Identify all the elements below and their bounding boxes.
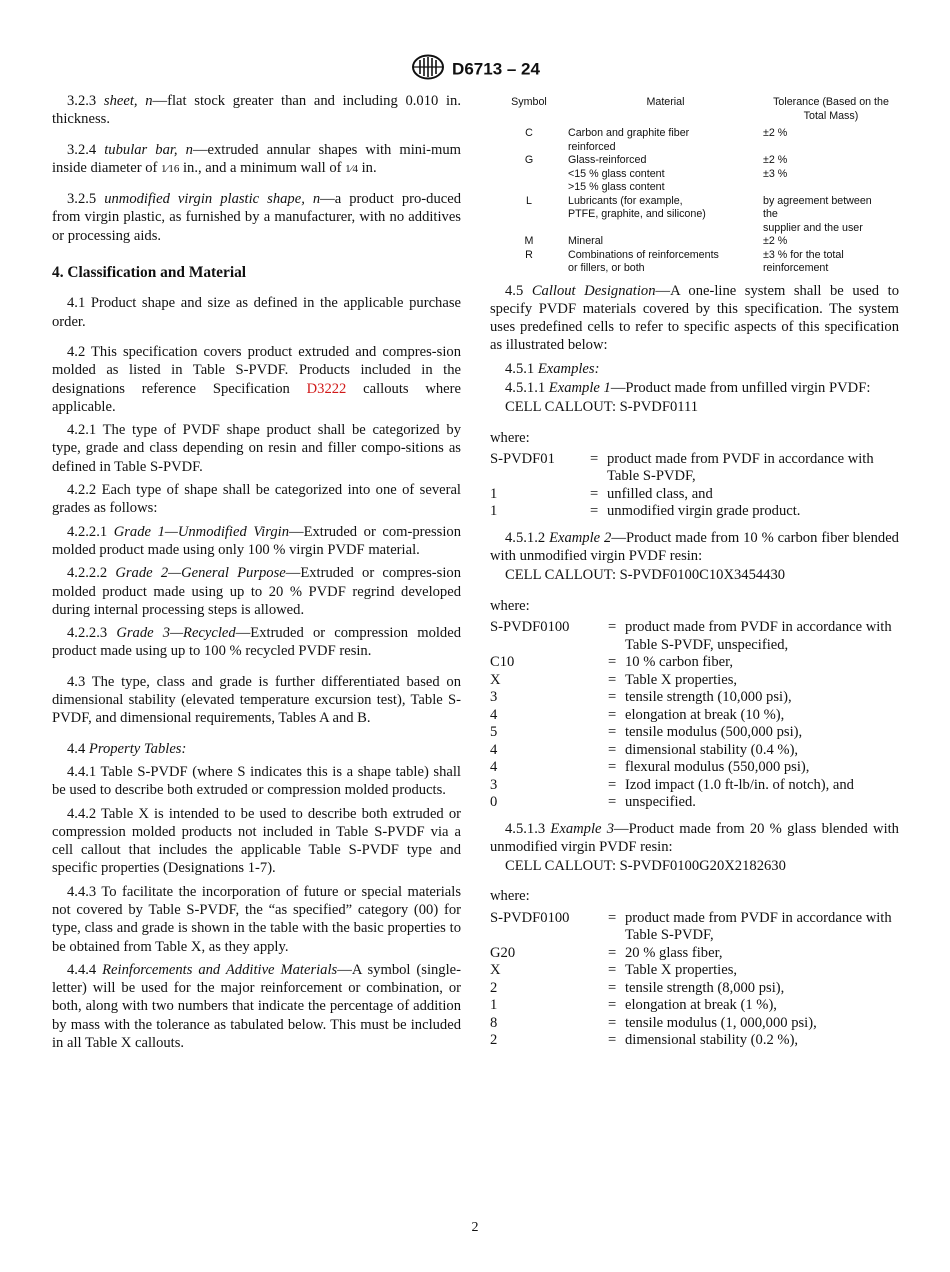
paragraph-4-4-4: 4.4.4 Reinforcements and Additive Materials—A symbol (single-letter) will be used for the major reinforcement or combination, or both, along with two numbers that indicate the percentage of addition by mass with the tolerance as tabulated below. This must be included in all Table X callouts. (52, 961, 461, 1052)
table-header-material: Material (646, 96, 685, 108)
definition-value: dimensional stability (0.2 %), (625, 1032, 799, 1049)
definition-value: Table X properties, (625, 671, 738, 688)
table-cell-tolerance-line: the (763, 208, 778, 220)
table-row (490, 249, 899, 276)
table-cell-tolerance (763, 249, 899, 276)
definition-equals: = (608, 979, 617, 996)
definition-value: tensile strength (10,000 psi), (625, 689, 792, 706)
definition-equals: = (608, 944, 617, 961)
definition-equals: = (608, 619, 617, 636)
definition-value: product made from PVDF in accordance with Table S-PVDF, (607, 450, 874, 485)
table-cell-tolerance-line: ±2 % (763, 127, 788, 139)
table-cell-material (568, 235, 763, 249)
definition-key: 8 (490, 1014, 498, 1031)
definition-key: S-PVDF01 (490, 450, 555, 467)
definition-value: product made from PVDF in accordance with Table S-PVDF, unspecified, (625, 619, 892, 653)
example-2-where: where: (490, 597, 530, 614)
definition-key: X (490, 671, 501, 688)
table-cell-tolerance-line: ±2 % (763, 235, 788, 247)
definition-equals: = (608, 671, 617, 688)
definition-equals: = (608, 689, 617, 706)
definition-equals: = (608, 741, 617, 758)
example-3-intro: 4.5.1.3 Example 3—Product made from 20 % glass blended with unmodified virgin PVDF resin: (490, 820, 899, 855)
definition-value: dimensional stability (0.4 %), (625, 741, 799, 758)
definition-key: 4 (490, 741, 498, 758)
example-2-callout: CELL CALLOUT: S-PVDF0100C10X3454430 (505, 567, 786, 584)
definition-equals: = (608, 794, 617, 811)
definition-value: unspecified. (625, 794, 696, 811)
definition-key: S-PVDF0100 (490, 619, 570, 636)
definition-key: X (490, 962, 501, 979)
table-cell-symbol: R (525, 248, 533, 261)
table-cell-symbol: L (526, 194, 532, 207)
definition-row (490, 742, 899, 760)
table-cell-material (568, 195, 763, 236)
paragraph-4-4-3: 4.4.3 To facilitate the incorporation of future or special materials not covered by Table S-PVDF, the “as specified” category (00) for type, class and grade is shown in the table with the basic properties to be obtained from Table X, as they apply. (52, 883, 461, 955)
paragraph-3-2-4: 3.2.4 tubular bar, n—extruded annular shapes with mini-mum inside diameter of 1⁄16 in., and a minimum wall of 1⁄4 in. (52, 141, 462, 176)
definition-row (490, 1015, 899, 1033)
definition-equals: = (608, 997, 617, 1014)
example-1-intro: 4.5.1.1 Example 1—Product made from unfilled virgin PVDF: (505, 379, 871, 396)
table-cell-material-line: >15 % glass content (568, 181, 665, 193)
table-cell-tolerance-line: ±3 % (763, 167, 788, 180)
table-header-row (490, 96, 899, 127)
paragraph-4-2-2-2: 4.2.2.2 Grade 2—General Purpose—Extruded or compres-sion molded product made using up to 20 % PVDF regrind developed during internal processing steps is allowed. (52, 565, 461, 618)
definition-value: unfilled class, and (607, 485, 713, 502)
example-2-intro: 4.5.1.2 Example 2—Product made from 10 % carbon fiber blended with unmodified virgin PVDF resin: (490, 529, 899, 565)
table-cell-tolerance (763, 127, 899, 154)
d3222-link[interactable]: D3222 (306, 380, 347, 397)
definition-equals: = (608, 1032, 617, 1049)
paragraph-4-4-1: 4.4.1 Table S-PVDF (where S indicates this is a shape table) shall be used to describe both extruded or compression molded products. (52, 763, 461, 799)
table-cell-material (568, 127, 763, 154)
table-cell-symbol: C (525, 127, 533, 139)
definition-key: 1 (490, 997, 498, 1014)
definition-equals: = (608, 706, 617, 723)
definition-row (490, 980, 899, 998)
definition-equals: = (608, 759, 617, 776)
paragraph-4-2: 4.2 This specification covers product extruded and compres-sion molded as listed in Table S-PVDF. Products included in the designations reference Specification D3222 callouts where applicable. (52, 343, 461, 415)
example-3-where: where: (490, 888, 530, 905)
definition-value: product made from PVDF in accordance with Table S-PVDF, (625, 909, 892, 944)
paragraph-4-2-1: 4.2.1 The type of PVDF shape product shall be categorized by type, grade and class depending on resin and filler compo-sitions as defined in Table S-PVDF. (52, 422, 461, 475)
definition-key: 2 (490, 979, 498, 996)
definition-value: tensile modulus (500,000 psi), (625, 724, 803, 741)
table-row (490, 154, 899, 195)
page-number: 2 (471, 1220, 479, 1235)
definition-value: elongation at break (1 %), (625, 997, 777, 1014)
tolerance-table (490, 96, 899, 276)
definition-equals: = (590, 450, 599, 467)
definition-row (490, 910, 899, 945)
example-3-definitions (490, 910, 899, 1050)
table-cell-material-line: Lubricants (for example, (568, 194, 683, 207)
right-column (490, 96, 899, 1058)
definition-key: 3 (490, 689, 498, 706)
table-cell-tolerance-line: supplier and the user (763, 221, 863, 234)
definition-row (490, 794, 899, 812)
example-1-callout: CELL CALLOUT: S-PVDF0111 (505, 399, 699, 416)
table-cell-material (568, 154, 763, 195)
astm-logo-icon (410, 54, 446, 85)
paragraph-4-4: 4.4 Property Tables: (67, 740, 187, 757)
definition-value: 20 % glass fiber, (625, 944, 723, 961)
definition-row (490, 777, 899, 795)
paragraph-4-1: 4.1 Product shape and size as defined in the applicable purchase order. (52, 295, 461, 330)
definition-key: C10 (490, 654, 515, 671)
definition-equals: = (590, 485, 599, 502)
definition-value: tensile modulus (1, 000,000 psi), (625, 1014, 817, 1031)
left-column (52, 92, 461, 1057)
table-cell-material-line: <15 % glass content (568, 167, 665, 180)
paragraph-4-4-2: 4.4.2 Table X is intended to be used to describe both extruded or compression molded products not included in Table S-PVDF via a cell callout that includes the applicable Table S-PVDF type and specific properties (Designations 1-7). (52, 805, 461, 877)
definition-value: 10 % carbon fiber, (625, 654, 734, 671)
table-cell-tolerance-line: reinforcement (763, 262, 829, 274)
table-cell-tolerance-line: ±3 % for the total (763, 248, 844, 261)
section-4-heading: 4. Classification and Material (52, 264, 247, 282)
table-cell-tolerance (763, 195, 899, 236)
definition-key: 2 (490, 1032, 498, 1049)
table-header-symbol: Symbol (511, 96, 547, 108)
definition-key: 1 (490, 485, 498, 502)
definition-value: flexural modulus (550,000 psi), (625, 759, 810, 776)
definition-row (490, 945, 899, 963)
definition-value: tensile strength (8,000 psi), (625, 979, 785, 996)
table-cell-material-line: Combinations of reinforcements (568, 248, 719, 261)
paragraph-4-5: 4.5 Callout Designation—A one-line system shall be used to specify PVDF materials covered by this specification. The system uses predefined cells to refer to specific aspects of this specification as illustrated below: (490, 282, 899, 354)
table-cell-material-line: reinforced (568, 140, 616, 153)
paragraph-3-2-5: 3.2.5 unmodified virgin plastic shape, n—a product pro-duced from virgin plastic, as furnished by a manufacturer, with no additives or processing aids. (52, 191, 461, 244)
definition-row (490, 654, 899, 672)
definition-row (490, 724, 899, 742)
definition-row (490, 619, 899, 654)
definition-value: Table X properties, (625, 962, 738, 979)
table-cell-symbol: M (524, 235, 534, 247)
definition-equals: = (608, 909, 617, 926)
table-cell-tolerance-line: ±2 % (763, 154, 788, 166)
table-cell-tolerance (763, 235, 899, 249)
definition-key: G20 (490, 944, 516, 961)
paragraph-4-2-2-1: 4.2.2.1 Grade 1—Unmodified Virgin—Extruded or com-pression molded product made using only 100 % virgin PVDF material. (52, 523, 461, 558)
table-cell-material-line: Mineral (568, 235, 604, 247)
example-1-definitions (490, 451, 899, 521)
table-cell-material-line: Carbon and graphite fiber (568, 127, 690, 139)
document-number: D6713 – 24 (452, 59, 540, 79)
table-cell-material-line: PTFE, graphite, and silicone) (568, 208, 706, 220)
definition-row (490, 503, 899, 521)
definition-row (490, 1032, 899, 1050)
definition-row (490, 997, 899, 1015)
definition-key: 5 (490, 724, 498, 741)
definition-row (490, 672, 899, 690)
paragraph-3-2-3: 3.2.3 sheet, n—flat stock greater than and including 0.010 in. thickness. (52, 93, 461, 128)
table-cell-material-line: or fillers, or both (568, 262, 645, 274)
table-row (490, 235, 899, 249)
definition-key: 4 (490, 706, 498, 723)
example-1-where: where: (490, 429, 530, 446)
definition-row (490, 451, 899, 486)
definition-value: Izod impact (1.0 ft-lb/in. of notch), and (625, 776, 854, 793)
definition-key: 1 (490, 503, 498, 520)
definition-equals: = (608, 724, 617, 741)
definition-row (490, 707, 899, 725)
table-cell-material-line: Glass-reinforced (568, 154, 647, 166)
table-cell-tolerance (763, 154, 899, 195)
table-cell-symbol: G (524, 154, 534, 166)
definition-value: elongation at break (10 %), (625, 706, 785, 723)
definition-row (490, 486, 899, 504)
definition-equals: = (608, 1014, 617, 1031)
definition-equals: = (608, 776, 617, 793)
example-3-callout: CELL CALLOUT: S-PVDF0100G20X2182630 (505, 858, 786, 875)
paragraph-4-2-2: 4.2.2 Each type of shape shall be categorized into one of several grades as follows: (52, 482, 461, 517)
definition-value: unmodified virgin grade product. (607, 503, 801, 520)
definition-row (490, 759, 899, 777)
definition-row (490, 689, 899, 707)
definition-key: 0 (490, 794, 498, 811)
definition-equals: = (608, 962, 617, 979)
table-row (490, 127, 899, 154)
definition-key: 4 (490, 759, 498, 776)
definition-row (490, 962, 899, 980)
table-cell-material (568, 249, 763, 276)
definition-key: 3 (490, 776, 498, 793)
definition-equals: = (590, 503, 599, 520)
example-2-definitions (490, 619, 899, 812)
table-header-tolerance: Tolerance (Based on the Total Mass) (773, 96, 889, 122)
table-row (490, 195, 899, 236)
page-header (0, 54, 950, 85)
definition-equals: = (608, 654, 617, 671)
definition-key: S-PVDF0100 (490, 909, 570, 926)
paragraph-4-5-1: 4.5.1 Examples: (505, 360, 600, 377)
table-cell-tolerance-line: by agreement between (763, 194, 872, 207)
paragraph-4-2-2-3: 4.2.2.3 Grade 3—Recycled—Extruded or compression molded product made using up to 100 % recycled PVDF resin. (52, 625, 461, 660)
paragraph-4-3: 4.3 The type, class and grade is further differentiated based on dimensional stability (elevated temperature excursion test), Table S-PVDF, and dimensional requirements, Tables A and B. (52, 673, 461, 727)
